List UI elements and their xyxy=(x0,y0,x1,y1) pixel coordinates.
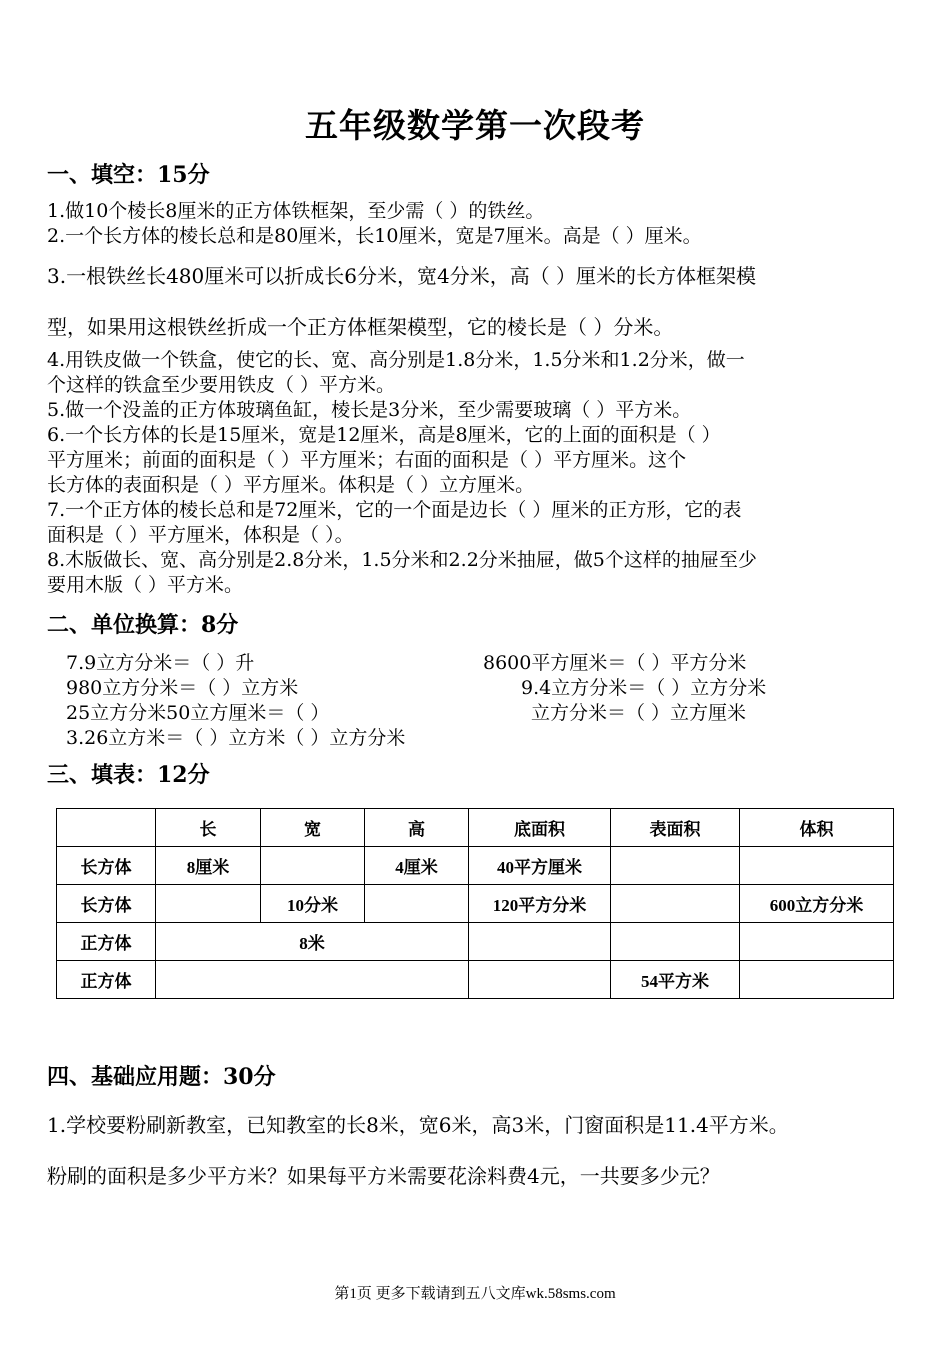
table-header-cell: 宽 xyxy=(261,809,365,847)
conversion-item: 8600平方厘米＝（ ）平方分米 xyxy=(483,652,747,674)
section-heading-word-problems: 四、基础应用题：30分 xyxy=(47,1064,276,1090)
table-cell xyxy=(261,847,365,885)
table-cell: 8厘米 xyxy=(156,847,261,885)
table-cell: 正方体 xyxy=(57,961,156,999)
table-row xyxy=(57,923,894,961)
table-row xyxy=(57,847,894,885)
question-line: 型，如果用这根铁丝折成一个正方体框架模型，它的棱长是（ ）分米。 xyxy=(47,315,674,339)
section-heading-unit-conversion: 二、单位换算：8分 xyxy=(47,612,239,638)
question-line: 8.木版做长、宽、高分别是2.8分米，1.5分米和2.2分米抽屉，做5个这样的抽屉至少 xyxy=(47,549,757,571)
table-cell: 正方体 xyxy=(57,923,156,961)
table-cell xyxy=(740,847,894,885)
table-header-cell: 长 xyxy=(156,809,261,847)
question-line: 3.一根铁丝长480厘米可以折成长6分米，宽4分米，高（ ）厘米的长方体框架模 xyxy=(47,264,757,288)
table-cell xyxy=(469,961,611,999)
conversion-item: 7.9立方分米＝（ ）升 xyxy=(66,652,255,674)
table-cell: 120平方分米 xyxy=(469,885,611,923)
shape-table xyxy=(56,808,894,999)
section-heading-fill-table: 三、填表：12分 xyxy=(47,762,210,788)
table-cell xyxy=(611,923,740,961)
table-cell-edge xyxy=(156,961,469,999)
table-cell xyxy=(740,961,894,999)
question-line: 5.做一个没盖的正方体玻璃鱼缸，棱长是3分米，至少需要玻璃（ ）平方米。 xyxy=(47,399,692,421)
table-cell xyxy=(469,923,611,961)
question-line: 4.用铁皮做一个铁盒，使它的长、宽、高分别是1.8分米，1.5分米和1.2分米，做一 xyxy=(47,349,745,371)
table-cell xyxy=(365,885,469,923)
conversion-item: 980立方分米＝（ ）立方米 xyxy=(66,677,299,699)
table-header-cell: 体积 xyxy=(740,809,894,847)
question-line: 要用木版（ ）平方米。 xyxy=(47,574,244,596)
table-row xyxy=(57,885,894,923)
table-header-row xyxy=(57,809,894,847)
conversion-item: 9.4立方分米＝（ ）立方分米 xyxy=(521,677,767,699)
table-cell: 长方体 xyxy=(57,847,156,885)
question-line: 个这样的铁盒至少要用铁皮（ ）平方米。 xyxy=(47,374,396,396)
page-footer: 第1页 更多下载请到五八文库wk.58sms.com xyxy=(334,1286,616,1302)
problem-line: 1.学校要粉刷新教室，已知教室的长8米，宽6米，高3米，门窗面积是11.4平方米。 xyxy=(47,1113,789,1137)
table-cell xyxy=(611,847,740,885)
question-line: 平方厘米；前面的面积是（ ）平方厘米；右面的面积是（ ）平方厘米。这个 xyxy=(47,449,687,471)
table-header-cell: 高 xyxy=(365,809,469,847)
table-cell: 600立方分米 xyxy=(740,885,894,923)
problem-line: 粉刷的面积是多少平方米？如果每平方米需要花涂料费4元，一共要多少元？ xyxy=(47,1164,720,1188)
question-line: 7.一个正方体的棱长总和是72厘米，它的一个面是边长（ ）厘米的正方形，它的表 xyxy=(47,499,742,521)
table-header-cell xyxy=(57,809,156,847)
table-cell xyxy=(740,923,894,961)
question-line: 面积是（ ）平方厘米，体积是（ ）。 xyxy=(47,524,354,546)
table-cell: 40平方厘米 xyxy=(469,847,611,885)
conversion-item: 25立方分米50立方厘米＝（ ） xyxy=(66,702,330,724)
question-line: 长方体的表面积是（ ）平方厘米。体积是（ ）立方厘米。 xyxy=(47,474,535,496)
table-cell: 54平方米 xyxy=(611,961,740,999)
table-header-cell: 表面积 xyxy=(611,809,740,847)
table-cell: 10分米 xyxy=(261,885,365,923)
question-line: 6.一个长方体的长是15厘米，宽是12厘米，高是8厘米，它的上面的面积是（ ） xyxy=(47,424,721,446)
table-cell: 长方体 xyxy=(57,885,156,923)
table-cell xyxy=(611,885,740,923)
page-title: 五年级数学第一次段考 xyxy=(305,106,645,145)
question-line: 2.一个长方体的棱长总和是80厘米，长10厘米，宽是7厘米。高是（ ）厘米。 xyxy=(47,225,702,247)
table-cell: 4厘米 xyxy=(365,847,469,885)
table-cell-edge: 8米 xyxy=(156,923,469,961)
table-cell xyxy=(156,885,261,923)
table-header-cell: 底面积 xyxy=(469,809,611,847)
table-row xyxy=(57,961,894,999)
conversion-item: 3.26立方米＝（ ）立方米（ ）立方分米 xyxy=(66,727,406,749)
section-heading-fill-blank: 一、填空：15分 xyxy=(47,162,210,188)
conversion-item: 立方分米＝（ ）立方厘米 xyxy=(531,702,747,724)
question-line: 1.做10个棱长8厘米的正方体铁框架，至少需（ ）的铁丝。 xyxy=(47,200,545,222)
